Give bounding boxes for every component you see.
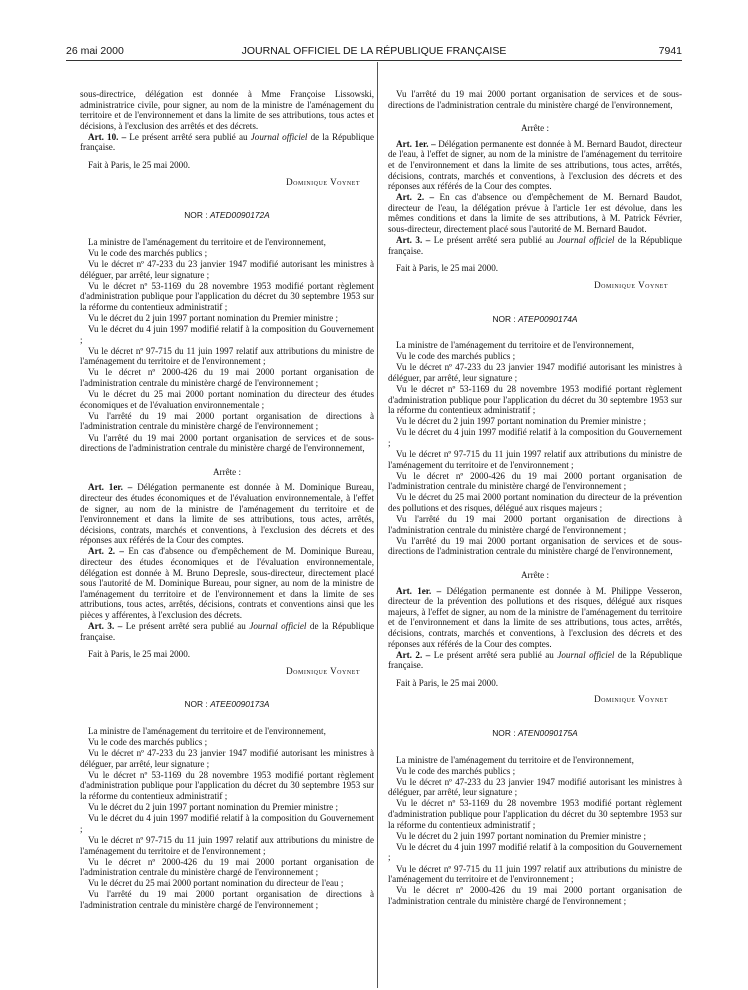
page-header <box>66 44 682 58</box>
nor-code: ATEE0090173A <box>210 699 270 710</box>
nor-reference: NOR : ATEE0090173A <box>184 699 270 710</box>
journal-title: JOURNAL OFFICIEL DE LA RÉPUBLIQUE FRANÇAISE <box>241 45 507 57</box>
visa-line: Vu le décret du 25 mai 2000 portant nomination du directeur de l'eau ; <box>88 878 344 889</box>
fait-line: Fait à Paris, le 25 mai 2000. <box>88 649 191 660</box>
visa-line: La ministre de l'aménagement du territoire et de l'environnement, <box>88 236 326 247</box>
nor-reference: NOR : ATED0090172A <box>184 210 270 221</box>
visa-line: Vu le décret du 4 juin 1997 modifié relatif à la composition du Gouvernement ; <box>80 324 374 345</box>
visa-line: Vu le décret du 2 juin 1997 portant nomination du Premier ministre ; <box>88 313 338 323</box>
decree-block <box>388 755 682 907</box>
visa-line: La ministre de l'aménagement du territoire et de l'environnement, <box>88 726 326 736</box>
visa-line: Vu le décret nº 47-233 du 23 janvier 1947 modifié autorisant les ministres à déléguer, par arrêté, leur signature ; <box>388 362 682 383</box>
visa-line: Vu le décret nº 97-715 du 11 juin 1997 relatif aux attributions du ministre de l'aménagement du territoire et de l'environnement ; <box>80 345 374 367</box>
visa-line: Vu le décret nº 97-715 du 11 juin 1997 relatif aux attributions du ministre de l'aménagement du territoire et de l'environnement ; <box>80 834 374 856</box>
fait-line: Fait à Paris, le 25 mai 2000. <box>396 677 499 688</box>
signature: Dominique Voynet <box>286 665 360 676</box>
visa-line: Vu le décret du 2 juin 1997 portant nomination du Premier ministre ; <box>396 416 646 427</box>
article-label: Art. 1er. – <box>396 585 442 596</box>
article-label: Art. 2. – <box>396 649 431 660</box>
visa-line: Vu le décret nº 53-1169 du 28 novembre 1953 modifié portant règlement d'administration publique pour l'application du décret du 30 septembre 1953 sur la réforme du contentieux administratif ; <box>388 383 682 416</box>
article-label: Art. 3. – <box>88 621 123 632</box>
article-2: Art. 2. – Le présent arrêté sera publié au Journal officiel de la République française. <box>388 649 682 671</box>
article-1: Art. 1er. – Délégation permanente est donnée à M. Dominique Bureau, directeur des études économiques et de l'évaluation environnementale, à l'effet de signer, au nom de la ministre de l'aménagement du territoire et de l'environnement et dans la limite de ses attributions, tous actes, arrêtés, décisions, contrats, marchés et conventions, à l'exclusion des décrets et des réponses aux référés de la Cour des comptes. <box>80 482 375 546</box>
visa-line: Vu l'arrêté du 19 mai 2000 portant organisation de directions à l'administration centrale du ministère chargé de l'environnement ; <box>80 410 374 432</box>
visa-line: Vu le décret nº 53-1169 du 28 novembre 1953 modifié portant règlement d'administration publique pour l'application du décret du 30 septembre 1953 sur la réforme du contentieux administratif ; <box>80 769 374 802</box>
visa-line: Vu le décret du 4 juin 1997 modifié relatif à la composition du Gouvernement ; <box>388 427 682 448</box>
visa-line: Vu le décret du 4 juin 1997 modifié relatif à la composition du Gouvernement ; <box>80 813 374 834</box>
visa-line: Vu le décret nº 2000-426 du 19 mai 2000 portant organisation de l'administration centrale du ministère chargé de l'environnement ; <box>80 856 374 878</box>
visa-line: Vu le décret nº 2000-426 du 19 mai 2000 portant organisation de l'administration centrale du ministère chargé de l'environnement ; <box>80 367 374 389</box>
article-label: Art. 10. – <box>88 131 127 142</box>
visa-line: Vu le décret nº 2000-426 du 19 mai 2000 portant organisation de l'administration centrale du ministère chargé de l'environnement ; <box>388 470 682 492</box>
fait-line: Fait à Paris, le 25 mai 2000. <box>88 160 191 171</box>
arrete-heading: Arrête : <box>212 466 242 477</box>
visa-line: Vu le décret nº 47-233 du 23 janvier 1947 modifié autorisant les ministres à déléguer, par arrêté, leur signature ; <box>80 259 374 280</box>
visa-line: Vu le code des marchés publics ; <box>88 737 208 748</box>
nor-reference: NOR : ATEN0090175A <box>492 728 578 738</box>
visa-line: Vu le décret du 25 mai 2000 portant nomination du directeur des études économiques et de l'évaluation environnementale ; <box>80 389 374 410</box>
article-label: Art. 1er. – <box>396 138 436 149</box>
arrete-heading: Arrête : <box>520 569 550 580</box>
continuation-paragraph: sous-directrice, délégation est donnée à Mme Françoise Lissowski, administratrice civile, pour signer, au nom de la ministre de l'aménagement du territoire et de l'environnement et dans la limite de ses attributions, tous actes et décisions, à l'exclusion des arrêtés et des décrets. <box>80 89 374 131</box>
visa-line: Vu le code des marchés publics ; <box>396 765 516 776</box>
arrete-heading: Arrête : <box>520 123 550 134</box>
header-rule <box>66 60 682 61</box>
signature: Dominique Voynet <box>286 176 360 187</box>
article-2: Art. 2. – En cas d'absence ou d'empêchement de M. Bernard Baudot, directeur de l'eau, la délégation prévue à l'article 1er est dévolue, dans les mêmes conditions et dans la limite de ses attributions, à M. Patrick Février, sous-directeur, directement placé sous l'autorité de M. Bernard Baudot. <box>388 192 682 235</box>
fait-line: Fait à Paris, le 25 mai 2000. <box>396 263 499 274</box>
visa-line: Vu l'arrêté du 19 mai 2000 portant organisation de directions à l'administration centrale du ministère chargé de l'environnement ; <box>388 514 682 535</box>
visa-line: Vu le décret du 4 juin 1997 modifié relatif à la composition du Gouvernement ; <box>388 841 682 863</box>
nor-code: ATED0090172A <box>209 210 270 221</box>
nor-code: ATEN0090175A <box>517 728 578 738</box>
decree-block <box>80 726 374 911</box>
article-3: Art. 3. – Le présent arrêté sera publié au Journal officiel de la République française. <box>388 235 682 256</box>
visa-line: Vu l'arrêté du 19 mai 2000 portant organisation de services et de sous-directions de l'administration centrale du ministère chargé de l'environnement, <box>388 535 682 557</box>
right-column <box>388 89 682 907</box>
visa-line: Vu l'arrêté du 19 mai 2000 portant organisation de directions à l'administration centrale du ministère chargé de l'environnement ; <box>80 889 374 910</box>
issue-date: 26 mai 2000 <box>66 45 124 57</box>
visa-line: Vu le décret du 25 mai 2000 portant nomination du directeur de la prévention des pollutions et des risques, délégué aux risques majeurs ; <box>388 492 682 513</box>
visa-line: Vu le code des marchés publics ; <box>88 247 208 258</box>
page-number: 7941 <box>658 45 682 57</box>
article-label: Art. 1er. – <box>88 482 133 493</box>
visa-line: La ministre de l'aménagement du territoire et de l'environnement, <box>396 754 634 765</box>
signature: Dominique Voynet <box>594 279 668 290</box>
left-column <box>80 89 374 911</box>
column-divider <box>377 62 378 988</box>
article-1: Art. 1er. – Délégation permanente est donnée à M. Philippe Vesseron, directeur de la prévention des pollutions et des risques, délégué aux risques majeurs, à l'effet de signer, au nom de la ministre de l'aménagement du territoire et de l'environnement et dans la limite de ses attributions, tous actes, arrêtés, décisions, contrats, marchés et conventions, à l'exclusion des décrets et des réponses aux référés de la Cour des comptes. <box>388 585 682 649</box>
article-2: Art. 2. – En cas d'absence ou d'empêchement de M. Dominique Bureau, directeur des études économiques et de l'évaluation environnementale, délégation est donnée à M. Bruno Depresle, sous-directeur, directement placé sous l'autorité de M. Dominique Bureau, pour signer, au nom de la ministre de l'aménagement du territoire et de l'environnement et dans la limite de ses attributions, tous actes, arrêtés, décisions, contrats et conventions ainsi que les pièces y afférentes, à l'exclusion des décrets. <box>80 546 374 620</box>
visa-line: La ministre de l'aménagement du territoire et de l'environnement, <box>396 340 634 351</box>
article-label: Art. 2. – <box>396 192 435 203</box>
decree-block <box>80 237 374 454</box>
visa-line: Vu le décret du 2 juin 1997 portant nomination du Premier ministre ; <box>88 802 338 813</box>
article-1: Art. 1er. – Délégation permanente est donnée à M. Bernard Baudot, directeur de l'eau, à l'effet de signer, au nom de la ministre de l'aménagement du territoire et de l'environnement et dans la limite de ses attributions, tous actes, arrêtés, décisions, contrats, marchés et conventions, à l'exclusion des décrets et des réponses aux référés de la Cour des comptes. <box>388 138 682 192</box>
visa-line: Vu l'arrêté du 19 mai 2000 portant organisation de services et de sous-directions de l'administration centrale du ministère chargé de l'environnement, <box>388 89 682 110</box>
nor-code: ATEP0090174A <box>518 313 578 324</box>
visa-line: Vu le décret nº 97-715 du 11 juin 1997 relatif aux attributions du ministre de l'aménagement du territoire et de l'environnement ; <box>388 863 682 885</box>
article-3: Art. 3. – Le présent arrêté sera publié au Journal officiel de la République française. <box>80 621 374 642</box>
visa-line: Vu le décret nº 97-715 du 11 juin 1997 relatif aux attributions du ministre de l'aménagement du territoire et de l'environnement ; <box>388 449 682 470</box>
visa-line: Vu l'arrêté du 19 mai 2000 portant organisation de services et de sous-directions de l'administration centrale du ministère chargé de l'environnement, <box>80 432 374 454</box>
article-10: Art. 10. – Le présent arrêté sera publié au Journal officiel de la République française. <box>80 131 374 153</box>
visa-line: Vu le décret nº 47-233 du 23 janvier 1947 modifié autorisant les ministres à déléguer, par arrêté, leur signature ; <box>80 748 374 769</box>
visa-line: Vu le décret du 2 juin 1997 portant nomination du Premier ministre ; <box>396 830 646 841</box>
visa-line: Vu le code des marchés publics ; <box>396 351 516 362</box>
visa-line: Vu le décret nº 53-1169 du 28 novembre 1953 modifié portant règlement d'administration publique pour l'application du décret du 30 septembre 1953 sur la réforme du contentieux administratif ; <box>80 280 374 312</box>
decree-block <box>388 340 682 557</box>
visa-line: Vu le décret nº 53-1169 du 28 novembre 1953 modifié portant règlement d'administration publique pour l'application du décret du 30 septembre 1953 sur la réforme du contentieux administratif ; <box>388 798 682 830</box>
visa-line: Vu le décret nº 2000-426 du 19 mai 2000 portant organisation de l'administration centrale du ministère chargé de l'environnement ; <box>388 885 682 906</box>
article-label: Art. 2. – <box>88 546 124 557</box>
article-label: Art. 3. – <box>396 235 431 246</box>
nor-reference: NOR : ATEP0090174A <box>492 313 578 324</box>
signature: Dominique Voynet <box>594 694 668 705</box>
visa-line: Vu le décret nº 47-233 du 23 janvier 1947 modifié autorisant les ministres à déléguer, par arrêté, leur signature ; <box>388 776 682 798</box>
